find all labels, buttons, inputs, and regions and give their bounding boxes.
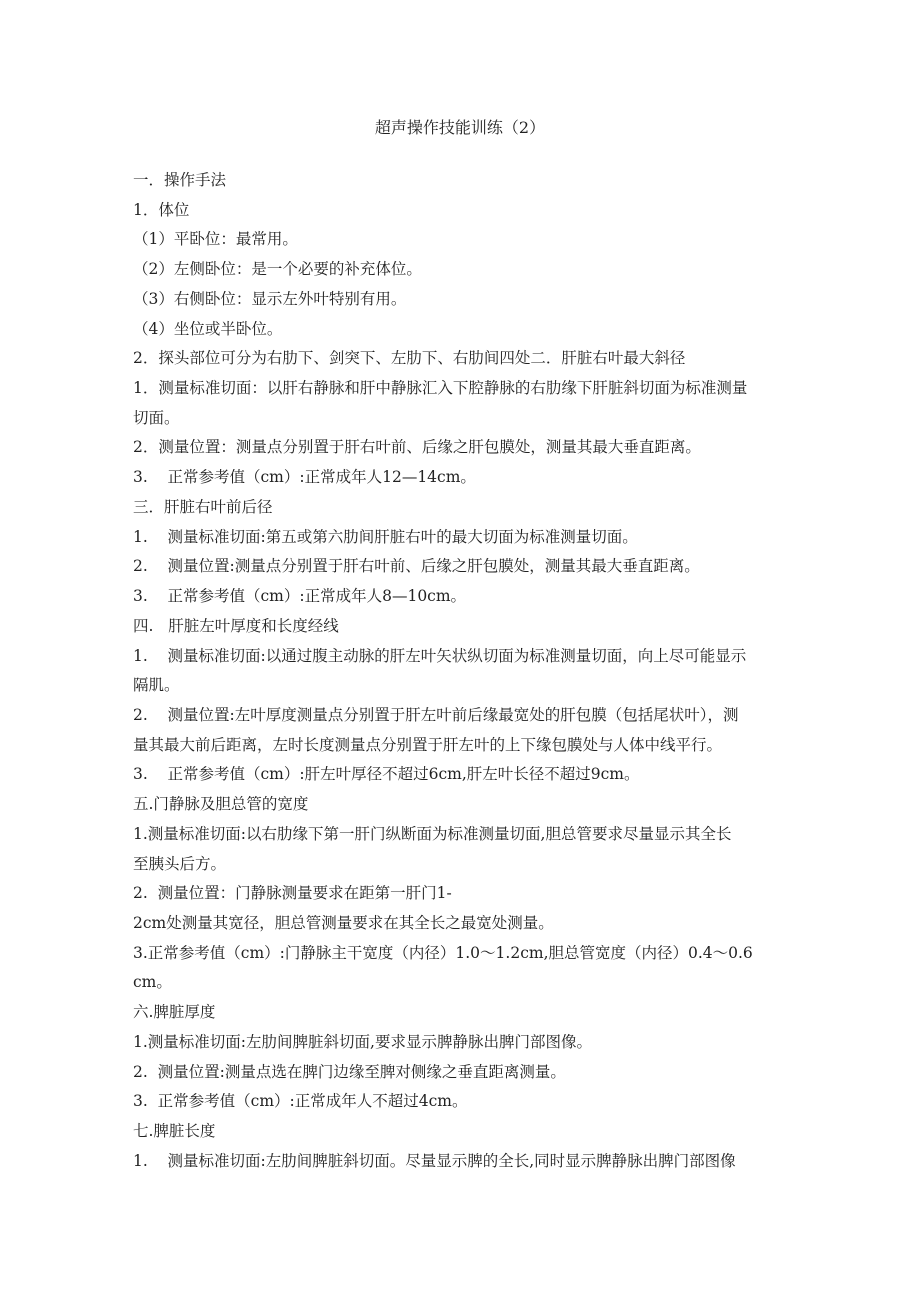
text-line: 2．测量位置：测量点分别置于肝右叶前、后缘之肝包膜处，测量其最大垂直距离。 — [133, 438, 701, 457]
text-line: cm。 — [133, 973, 172, 992]
text-line: （3）右侧卧位：显示左外叶特别有用。 — [133, 289, 407, 308]
text-line: （1）平卧位：最常用。 — [133, 230, 298, 249]
document-body — [133, 166, 793, 1176]
text-line: 3. 正常参考值（cm）:正常成年人8—10cm。 — [133, 587, 467, 606]
text-line: 2. 测量位置:测量点选在脾门边缘至脾对侧缘之垂直距离测量。 — [133, 1062, 566, 1081]
text-line: 1.测量标准切面:以右肋缘下第一肝门纵断面为标准测量切面,胆总管要求尽量显示其全长 — [133, 824, 732, 843]
text-line: 七.脾脏长度 — [133, 1122, 216, 1140]
text-line: 1．测量标准切面：以肝右静脉和肝中静脉汇入下腔静脉的右肋缘下肝脏斜切面为标准测量 — [133, 379, 748, 398]
text-line: 2. 测量位置:测量点分别置于肝右叶前、后缘之肝包膜处，测量其最大垂直距离。 — [133, 557, 700, 576]
text-line: 1. 测量标准切面:第五或第六肋间肝脏右叶的最大切面为标准测量切面。 — [133, 527, 638, 546]
text-line: 1. 测量标准切面:以通过腹主动脉的肝左叶矢状纵切面为标准测量切面，向上尽可能显示 — [133, 646, 747, 665]
text-line: 1．体位 — [133, 200, 190, 219]
text-line: 隔肌。 — [133, 676, 180, 695]
text-line: 1. 测量标准切面:左肋间脾脏斜切面。尽量显示脾的全长,同时显示脾静脉出脾门部图像 — [133, 1151, 736, 1170]
text-line: 2. 测量位置：门静脉测量要求在距第一肝门1- — [133, 884, 452, 903]
text-line: 六.脾脏厚度 — [133, 1003, 216, 1022]
text-line: 2. 测量位置:左叶厚度测量点分别置于肝左叶前后缘最宽处的肝包膜（包括尾状叶），测 — [133, 705, 739, 724]
text-line: 切面。 — [133, 408, 180, 427]
text-line: 一．操作手法 — [133, 171, 227, 189]
text-line: 量其最大前后距离，左时长度测量点分别置于肝左叶的上下缘包膜处与人体中线平行。 — [133, 735, 723, 754]
text-line: 2cm处测量其宽径，胆总管测量要求在其全长之最宽处测量。 — [133, 913, 554, 932]
text-line: 2．探头部位可分为右肋下、剑突下、左肋下、右肋间四处二．肝脏右叶最大斜径 — [133, 349, 686, 368]
text-line: 3. 正常参考值（cm）:正常成年人12—14cm。 — [133, 468, 476, 487]
text-line: 3. 正常参考值（cm）:正常成年人不超过4cm。 — [133, 1092, 468, 1111]
text-line: 至胰头后方。 — [133, 854, 227, 873]
text-line: 五.门静脉及胆总管的宽度 — [133, 795, 309, 814]
text-line: （4）坐位或半卧位。 — [133, 319, 283, 338]
document-title: 超声操作技能训练（2） — [374, 118, 546, 137]
text-line: 3.正常参考值（cm）:门静脉主干宽度（内径）1.0～1.2cm,胆总管宽度（内径）0.4～0.6 — [133, 943, 753, 962]
text-line: （2）左侧卧位：是一个必要的补充体位。 — [133, 260, 422, 279]
text-line: 1.测量标准切面:左肋间脾脏斜切面,要求显示脾静脉出脾门部图像。 — [133, 1032, 592, 1051]
text-line: 四. 肝脏左叶厚度和长度经线 — [133, 616, 339, 635]
text-line: 三．肝脏右叶前后径 — [133, 497, 273, 516]
text-line: 3. 正常参考值（cm）:肝左叶厚径不超过6cm,肝左叶长径不超过9cm。 — [133, 765, 640, 784]
